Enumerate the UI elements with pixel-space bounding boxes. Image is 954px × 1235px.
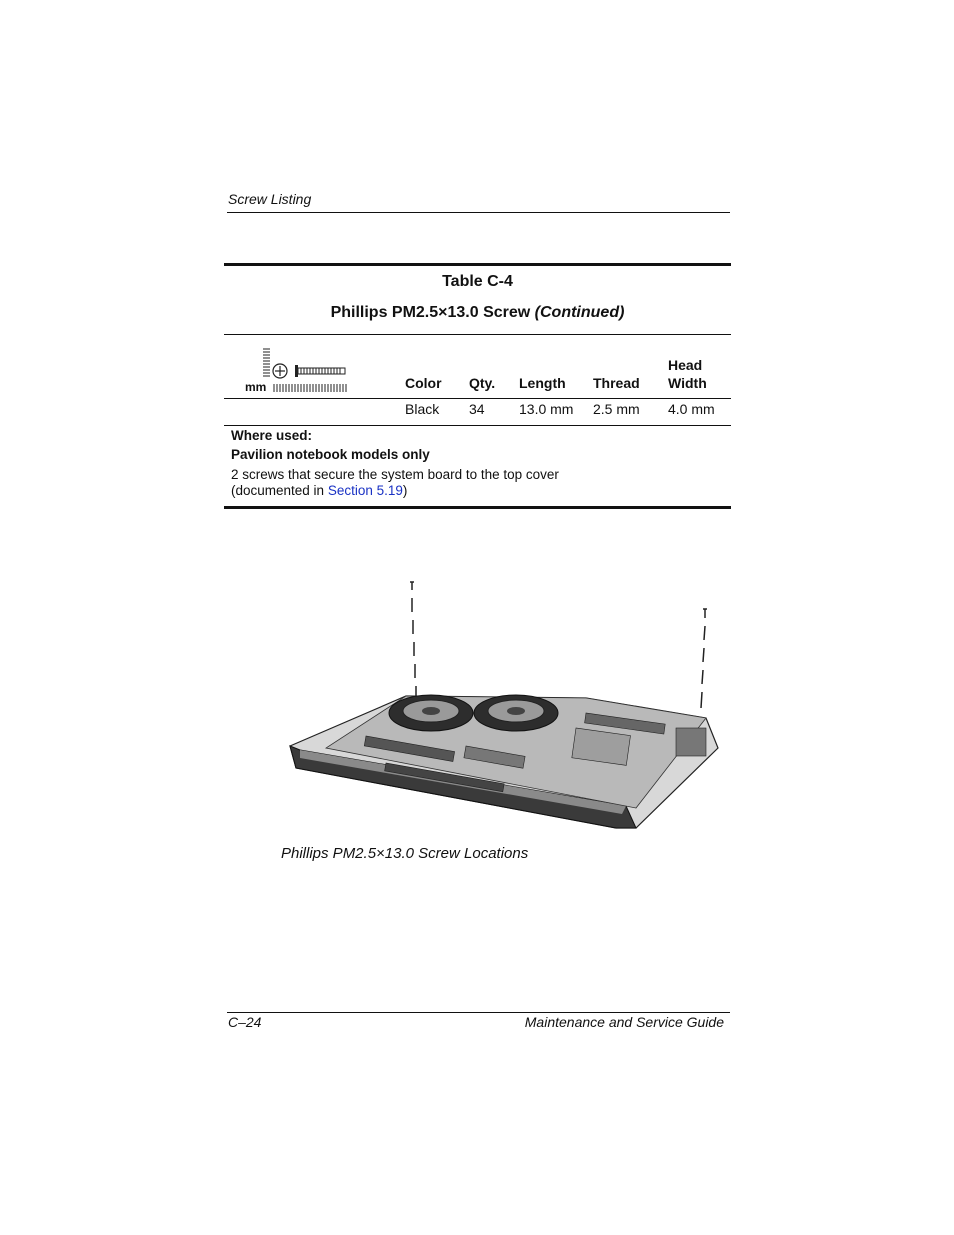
table-top-rule <box>224 263 731 266</box>
fan-right-icon <box>474 695 558 731</box>
col-qty: Qty. <box>469 375 496 391</box>
footer-rule <box>227 1012 730 1013</box>
table-title: Table C-4 <box>442 273 513 290</box>
table-subtitle-continued: (Continued) <box>534 304 625 321</box>
col-head-width-line1: Head <box>668 357 703 373</box>
cell-color: Black <box>405 401 440 417</box>
running-header: Screw Listing <box>228 191 312 207</box>
col-head-width <box>668 356 707 392</box>
notebook-base-illustration <box>286 578 726 833</box>
where-used-label: Where used: <box>231 428 313 443</box>
table-header-rule <box>224 334 731 335</box>
col-thread: Thread <box>593 375 640 391</box>
table-subtitle <box>224 304 731 322</box>
ruler-vertical-ticks <box>263 349 270 376</box>
cell-length: 13.0 mm <box>519 401 574 417</box>
mm-label: mm <box>245 380 267 394</box>
col-head-width-line2: Width <box>668 375 707 391</box>
fan-left-icon <box>389 695 473 731</box>
col-color: Color <box>405 375 442 391</box>
header-rule <box>227 212 730 213</box>
reference-suffix: ) <box>402 483 408 498</box>
cell-head-width: 4.0 mm <box>668 401 715 417</box>
guide-title: Maintenance and Service Guide <box>524 1014 724 1030</box>
cell-thread: 2.5 mm <box>593 401 640 417</box>
screw-callout-left <box>410 582 416 698</box>
figure-caption: Phillips PM2.5×13.0 Screw Locations <box>281 845 529 862</box>
screw-side-icon <box>295 365 345 377</box>
col-length: Length <box>519 375 566 391</box>
ruler-horizontal-ticks <box>274 384 346 392</box>
screw-head-icon <box>273 364 287 378</box>
table-row-bottom-rule <box>224 425 731 426</box>
table-row-top-rule <box>224 398 731 399</box>
table-bottom-rule <box>224 506 731 509</box>
where-used-description: 2 screws that secure the system board to the top cover <box>231 467 559 482</box>
where-used-models: Pavilion notebook models only <box>231 447 430 462</box>
table-subtitle-main: Phillips PM2.5×13.0 Screw <box>330 304 535 321</box>
screw-callout-right <box>701 609 707 708</box>
cell-qty: 34 <box>469 401 485 417</box>
where-used-reference <box>231 483 407 499</box>
reference-prefix: (documented in <box>231 483 328 498</box>
section-link[interactable]: Section 5.19 <box>327 483 403 498</box>
page-number: C–24 <box>228 1014 262 1030</box>
